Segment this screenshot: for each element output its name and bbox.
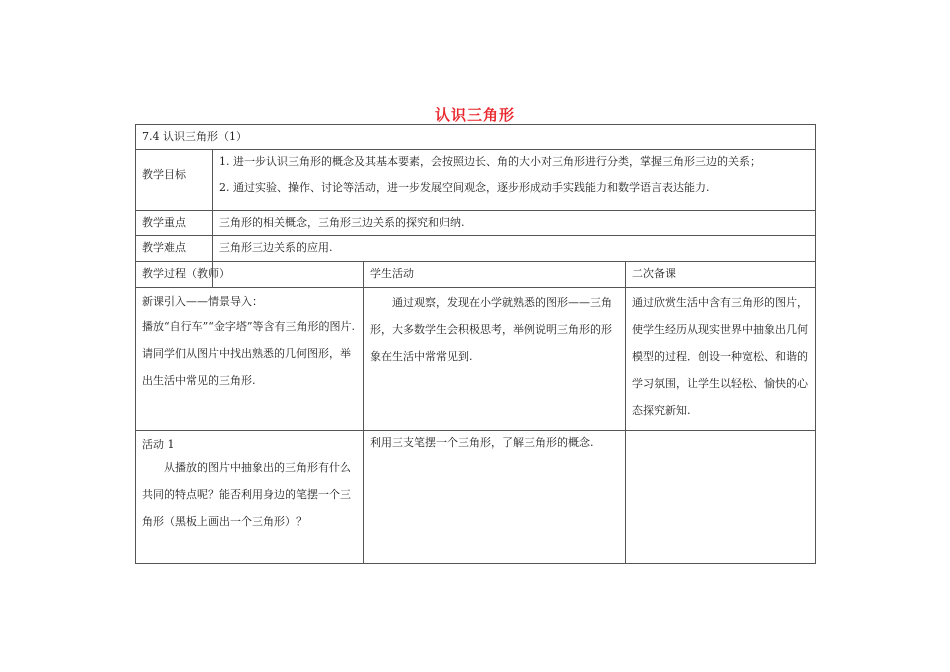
col-divider	[363, 261, 364, 564]
difficulties-label: 教学难点	[142, 241, 186, 254]
intro-teacher-line: 请同学们从图片中找出熟悉的几何图形，举出生活中常见的三角形.	[142, 347, 351, 387]
difficulties-text: 三角形三边关系的应用.	[219, 241, 333, 254]
column-header-student: 学生活动	[370, 267, 414, 280]
column-header-teacher: 教学过程（教师）	[142, 267, 230, 280]
key-points-text: 三角形的相关概念，三角形三边关系的探究和归纳.	[219, 216, 465, 229]
row-divider	[136, 261, 815, 262]
goal-item: 2. 通过实验、操作、讨论等活动，进一步发展空间观念，逐步形成动手实践能力和数学语言表达能力.	[219, 181, 710, 195]
col-divider	[625, 261, 626, 564]
document-title: 认识三角形	[434, 106, 515, 124]
intro-teacher-line: 播放“自行车”“金字塔”等含有三角形的图片.	[142, 320, 355, 333]
row-divider	[136, 149, 815, 150]
goals-label: 教学目标	[142, 168, 186, 181]
activity1-teacher-text: 从播放的图片中抽象出的三角形有什么共同的特点呢？能否利用身边的笔摆一个三角形（黑板上画出一个三角形）？	[142, 461, 351, 528]
intro-notes: 通过欣赏生活中含有三角形的图片，使学生经历从现实世界中抽象出几何模型的过程．创设一种宽松、和谐的学习氛围，让学生以轻松、愉快的心态探究新知.	[632, 296, 808, 417]
row-divider	[136, 235, 815, 236]
intro-student: 通过观察，发现在小学就熟悉的图形——三角形，大多数学生会积极思考，举例说明三角形的形象在生活中常常见到.	[370, 296, 612, 363]
lesson-plan-table	[135, 124, 816, 564]
goal-item: 1. 进一步认识三角形的概念及其基本要素，会按照边长、角的大小对三角形进行分类，掌握三角形三边的关系；	[219, 155, 761, 168]
lesson-header: 7.4 认识三角形（1）	[142, 130, 247, 143]
row-divider	[136, 430, 815, 431]
activity1-teacher	[142, 436, 357, 535]
goals-content	[219, 155, 813, 196]
activity1-title: 活动 1	[142, 438, 175, 451]
row-divider	[136, 287, 815, 288]
intro-teacher	[142, 291, 357, 394]
row-divider	[136, 210, 815, 211]
activity1-student: 利用三支笔摆一个三角形，了解三角形的概念.	[370, 436, 594, 449]
intro-teacher-line: 新课引入——情景导入：	[142, 295, 263, 308]
column-header-notes: 二次备课	[632, 267, 676, 280]
key-points-label: 教学重点	[142, 216, 186, 229]
